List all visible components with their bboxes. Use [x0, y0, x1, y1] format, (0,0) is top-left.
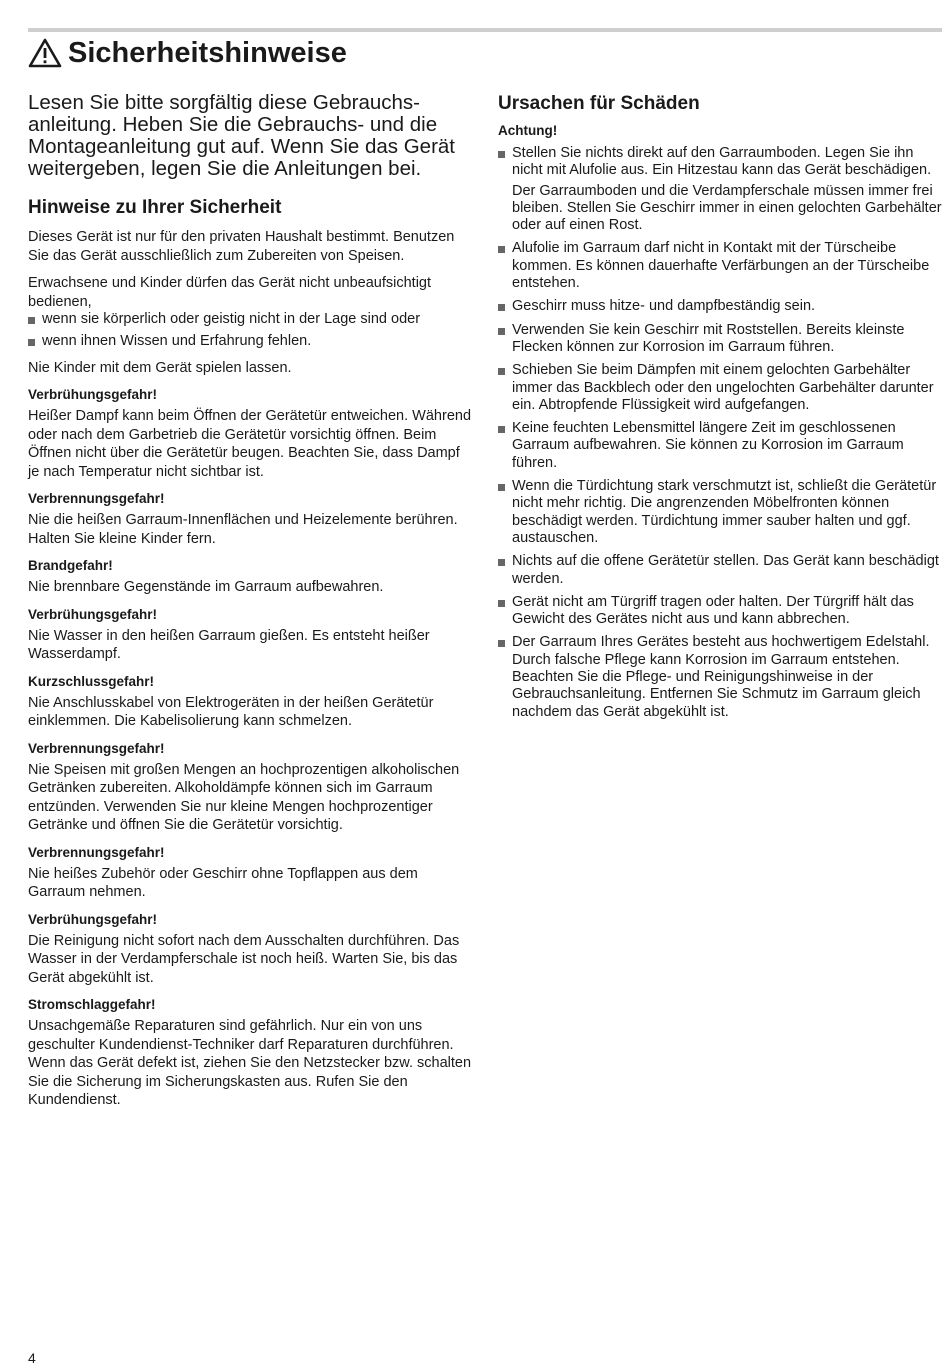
warning-label: Verbrühungsgefahr! [28, 606, 158, 622]
top-rule [28, 28, 942, 32]
page-title [28, 36, 347, 70]
warning-block [28, 490, 473, 548]
right-column [498, 92, 943, 727]
list-item-subtext: Der Garraumboden und die Verdampferschale müssen immer frei bleiben. Stellen Sie Geschirr immer in einen gelochten Garbehälter oder auf einen Rost. [512, 182, 942, 234]
list-item [28, 311, 473, 328]
list-item [498, 634, 943, 720]
square-bullet-icon [498, 559, 505, 566]
page-title-text: Sicherheitshinweise [68, 37, 347, 69]
list-item-text: Wenn die Türdichtung stark verschmutzt ist, schließt die Gerätetür nicht mehr richtig. Die angrenzenden Möbelfronten können beschädigt werden. Türdichtung immer sauber halten und ggf. austauschen. [512, 478, 937, 546]
warning-block [28, 844, 473, 902]
warning-triangle-icon [28, 38, 62, 68]
list-item-text: wenn ihnen Wissen und Erfahrung fehlen. [42, 333, 312, 350]
warning-label: Verbrennungsgefahr! [28, 491, 165, 507]
square-bullet-icon [498, 328, 505, 335]
warning-label: Verbrennungsgefahr! [28, 844, 165, 860]
square-bullet-icon [28, 339, 35, 346]
caution-label: Achtung! [498, 123, 558, 138]
square-bullet-icon [498, 484, 505, 491]
warning-label: Verbrühungsgefahr! [28, 387, 158, 403]
list-item-text: wenn sie körperlich oder geistig nicht in der Lage sind oder [42, 311, 421, 327]
warning-text: Nie Anschlusskabel von Elektrogeräten in der heißen Gerätetür einklemmen. Die Kabelisolierung kann schmelzen. [28, 694, 434, 730]
warning-text: Unsachgemäße Reparaturen sind gefährlich. Nur ein von uns geschulter Kundendienst-Techniker darf Reparaturen durchführen. Wenn das Gerät defekt ist, ziehen Sie den Netzstecker bzw. schalten Sie die Sicherung im Sicherungskasten aus. Rufen Sie den Kundendienst. [28, 1018, 472, 1109]
list-item [498, 420, 943, 472]
warning-block [28, 911, 473, 988]
square-bullet-icon [498, 246, 505, 253]
warning-text: Nie Speisen mit großen Mengen an hochprozentigen alkoholischen Getränken zubereiten. Alkoholdämpfe können sich im Garraum entzünden. Verwenden Sie nur kleine Mengen hochprozentiger Getränke und öffnen Sie die Gerätetür vorsichtig. [28, 761, 460, 834]
children-paragraph: Nie Kinder mit dem Gerät spielen lassen. [28, 359, 292, 376]
list-item [498, 594, 943, 629]
list-item [498, 362, 943, 414]
square-bullet-icon [498, 368, 505, 375]
list-item-text: Schieben Sie beim Dämpfen mit einem gelochten Garbehälter immer das Backblech oder den ungelochten Garbehälter darunter ein. Abtropfende Flüssigkeit wird aufgefangen. [512, 362, 934, 413]
list-item-text: Verwenden Sie kein Geschirr mit Roststellen. Bereits kleinste Flecken können zur Korrosion im Garraum führen. [512, 321, 905, 355]
square-bullet-icon [498, 426, 505, 433]
warning-text: Heißer Dampf kann beim Öffnen der Gerätetür entweichen. Während oder nach dem Garbetrieb die Gerätetür vorsichtig öffnen. Beim Öffnen nicht über die Gerätetür beugen. Beachten Sie, dass Dampf je nach Temperatur nicht sichtbar ist. [28, 408, 472, 480]
warning-label: Verbrennungsgefahr! [28, 740, 165, 756]
list-item [498, 322, 943, 357]
supervision-list [28, 311, 473, 351]
warning-label: Brandgefahr! [28, 558, 113, 574]
warning-text: Nie brennbare Gegenstände im Garraum aufbewahren. [28, 579, 384, 596]
list-item [498, 240, 943, 292]
warning-text: Nie die heißen Garraum-Innenflächen und Heizelemente berühren. Halten Sie kleine Kinder fern. [28, 512, 458, 547]
list-item-text: Keine feuchten Lebensmittel längere Zeit im geschlossenen Garraum aufbewahren. Sie können zu Korrosion im Garraum führen. [512, 420, 904, 471]
warning-text: Nie Wasser in den heißen Garraum gießen. Es entsteht heißer Wasserdampf. [28, 627, 430, 663]
square-bullet-icon [498, 304, 505, 311]
damage-list [498, 145, 943, 721]
warning-text: Die Reinigung nicht sofort nach dem Ausschalten durchführen. Das Wasser in der Verdampferschale ist noch heiß. Warten Sie, bis das Gerät abgekühlt ist. [28, 932, 460, 986]
intro-paragraph-household: Dieses Gerät ist nur für den privaten Haushalt bestimmt. Benutzen Sie das Gerät ausschließlich zum Zubereiten von Speisen. [28, 229, 455, 264]
list-item-text: Der Garraum Ihres Gerätes besteht aus hochwertigem Edelstahl. Durch falsche Pflege kann Korrosion im Garraum entstehen. Beachten Sie die Pflege- und Reinigungshinweise in der Gebrauchsanleitung. Entfernen Sie Schmutz im Garraum gleich nachdem das Gerät abgekühlt ist. [512, 634, 930, 720]
safety-heading: Hinweise zu Ihrer Sicherheit [28, 197, 282, 218]
warning-label: Stromschlaggefahr! [28, 997, 156, 1013]
list-item [498, 478, 943, 547]
page-number: 4 [28, 1350, 36, 1366]
damage-heading: Ursachen für Schäden [498, 93, 700, 114]
warning-block [28, 557, 473, 597]
left-column [28, 92, 473, 1110]
list-item-text: Gerät nicht am Türgriff tragen oder halten. Der Türgriff hält das Gewicht des Gerätes nicht aus und kann abbrechen. [512, 593, 914, 628]
warning-block [28, 386, 473, 481]
warning-label: Verbrühungsgefahr! [28, 911, 158, 927]
intro-paragraph-supervision: Erwachsene und Kinder dürfen das Gerät nicht unbeaufsichtigt bedienen, [28, 275, 432, 310]
warning-block [28, 673, 473, 731]
intro-text: Lesen Sie bitte sorgfältig diese Gebrauchs-anleitung. Heben Sie die Gebrauchs- und die Montageanleitung gut auf. Wenn Sie das Gerät weitergeben, legen Sie die Anleitungen bei. [28, 91, 455, 180]
square-bullet-icon [498, 151, 505, 158]
warning-block [28, 606, 473, 664]
square-bullet-icon [498, 600, 505, 607]
warning-block [28, 740, 473, 835]
square-bullet-icon [28, 317, 35, 324]
warning-label: Kurzschlussgefahr! [28, 673, 155, 689]
list-item-text: Nichts auf die offene Gerätetür stellen. Das Gerät kann beschädigt werden. [512, 553, 939, 587]
list-item [28, 333, 473, 350]
warning-text: Nie heißes Zubehör oder Geschirr ohne Topflappen aus dem Garraum nehmen. [28, 865, 418, 901]
list-item [498, 553, 943, 588]
warning-block [28, 996, 473, 1110]
list-item-text: Stellen Sie nichts direkt auf den Garraumboden. Legen Sie ihn nicht mit Alufolie aus. Ein Hitzestau kann das Gerät beschädigen. [512, 145, 932, 179]
square-bullet-icon [498, 640, 505, 647]
list-item-text: Alufolie im Garraum darf nicht in Kontakt mit der Türscheibe kommen. Es können dauerhafte Verfärbungen an der Türscheibe entstehen. [512, 240, 930, 292]
list-item [498, 298, 943, 315]
list-item-text: Geschirr muss hitze- und dampfbeständig sein. [512, 298, 816, 315]
list-item [498, 145, 943, 234]
